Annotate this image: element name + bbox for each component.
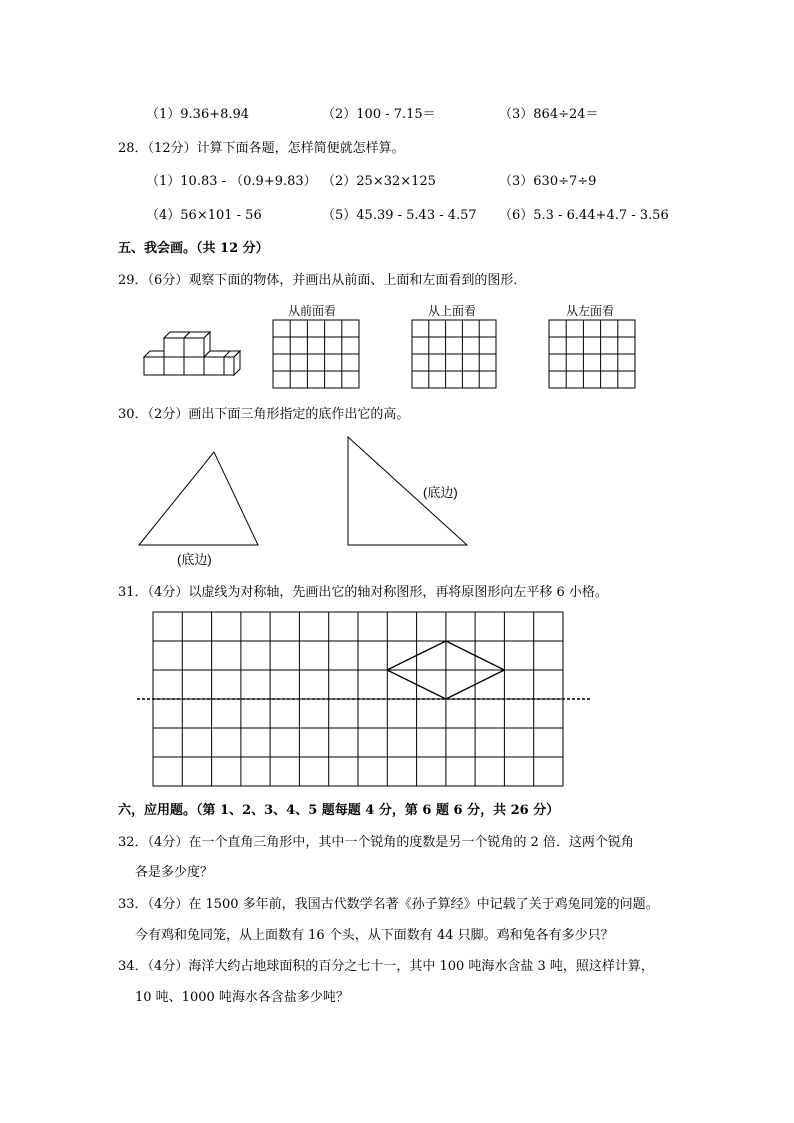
acute-triangle[interactable] xyxy=(139,452,258,545)
cube-object xyxy=(144,332,240,375)
q32-line-2: 各是多少度？ xyxy=(135,865,214,880)
q28-title: 28．（12分）计算下面各题，怎样简便就怎样算。 xyxy=(118,141,405,156)
base-label-right: (底边) xyxy=(423,485,458,500)
q34-line-2: 10 吨、1000 吨海水各含盐多少吨？ xyxy=(135,990,349,1005)
base-label-left: (底边) xyxy=(177,552,212,567)
q28-item-5: （5）45.39 - 5.43 - 4.57 xyxy=(322,208,477,223)
q29-title: 29．（6分）观察下面的物体，并画出从前面、上面和左面看到的图形． xyxy=(118,273,527,288)
top-view-label: 从上面看 xyxy=(428,304,477,318)
q28-item-6: （6）5.3 - 6.44+4.7 - 3.56 xyxy=(499,208,669,223)
q27-item-2: （2）100 - 7.15＝ xyxy=(322,107,436,122)
section-6-heading: 六，应用题。（第 1、2、3、4、5 题每题 4 分，第 6 题 6 分，共 26 分） xyxy=(118,803,560,818)
q33-line-1: 33．（4分）在 1500 多年前，我国古代数学名著《孙子算经》中记载了关于鸡兔同笼的问题。 xyxy=(118,897,659,912)
q27-item-1: （1）9.36+8.94 xyxy=(146,107,250,122)
q33-line-2: 今有鸡和兔同笼，从上面数有 16 个头，从下面数有 44 只脚。鸡和兔各有多少只？ xyxy=(135,928,614,943)
front-view-label: 从前面看 xyxy=(288,304,337,318)
q28-item-1: （1）10.83 - （0.9+9.83） xyxy=(146,174,317,189)
front-view-grid[interactable] xyxy=(273,320,359,388)
q27-item-3: （3）864÷24＝ xyxy=(499,107,599,122)
q28-item-3: （3）630÷7÷9 xyxy=(499,174,597,189)
top-view-grid[interactable] xyxy=(412,320,496,388)
q31-title: 31．（4分）以虚线为对称轴，先画出它的轴对称图形，再将原图形向左平移 6 小格。 xyxy=(118,585,608,600)
left-view-grid[interactable] xyxy=(549,320,635,388)
q32-line-1: 32．（4分）在一个直角三角形中，其中一个锐角的度数是另一个锐角的 2 倍．这两个锐角 xyxy=(118,835,634,850)
q28-item-2: （2）25×32×125 xyxy=(322,174,436,189)
q30-title: 30．（2分）画出下面三角形指定的底作出它的高。 xyxy=(118,407,410,422)
q34-line-1: 34．（4分）海洋大约占地球面积的百分之七十一，其中 100 吨海水含盐 3 吨，照这样计算， xyxy=(118,959,654,974)
q28-item-4: （4）56×101 - 56 xyxy=(146,208,262,223)
left-view-label: 从左面看 xyxy=(566,304,615,318)
section-5-heading: 五、我会画。（共 12 分） xyxy=(118,241,269,256)
